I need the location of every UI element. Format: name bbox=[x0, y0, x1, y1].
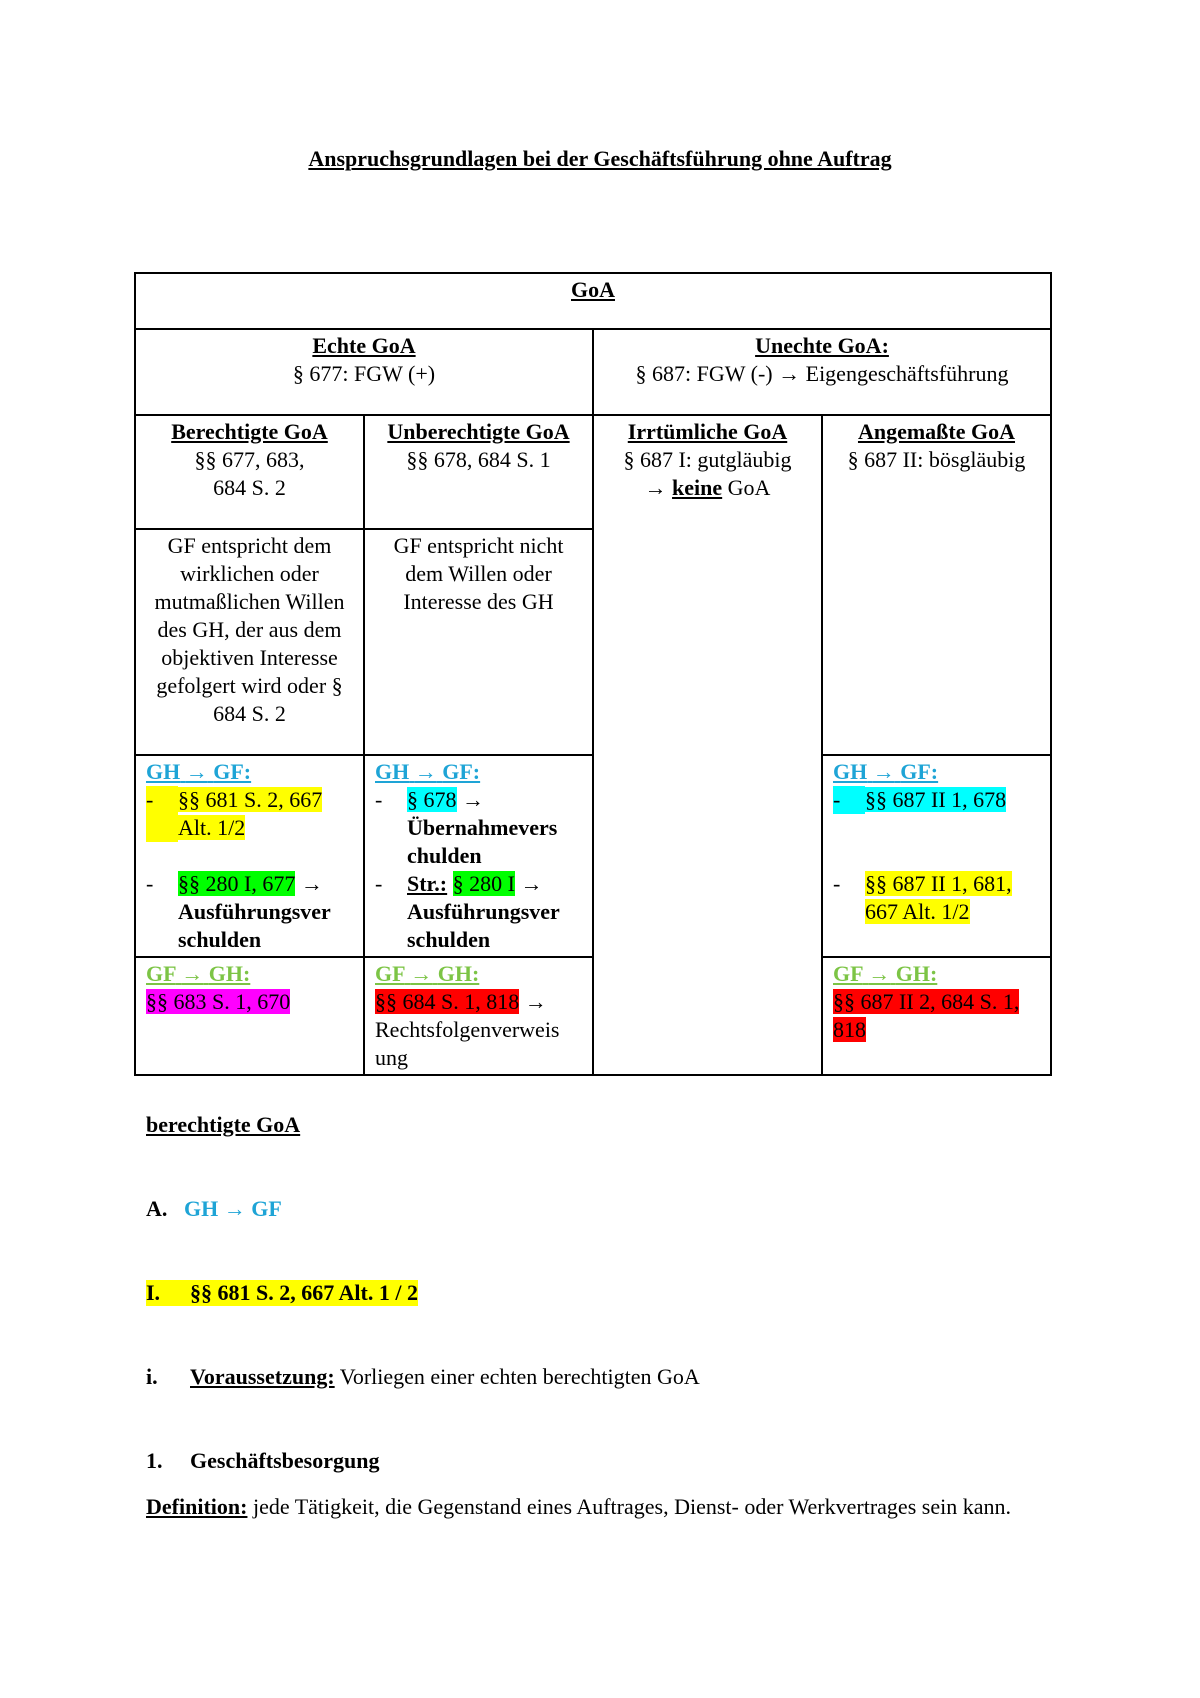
desc-unberechtigt: GF entspricht nicht dem Willen oder Interesse des GH bbox=[364, 529, 593, 755]
arrow-right-icon: → bbox=[223, 1196, 246, 1221]
arrow-right-icon: → bbox=[300, 871, 323, 896]
cell-echte-goa bbox=[135, 329, 593, 415]
gh-label: GH: bbox=[208, 961, 251, 986]
definition-label: Definition: bbox=[146, 1494, 248, 1519]
list-dash: - bbox=[146, 786, 178, 842]
uebernahmeverschulden: Übernahmevers chulden bbox=[407, 815, 558, 868]
unechte-goa-detail: § 687: FGW (-) bbox=[635, 361, 773, 386]
gf-label: GF bbox=[146, 961, 176, 986]
unberechtigte-goa-detail: §§ 678, 684 S. 1 bbox=[406, 447, 551, 472]
angemasste-goa-label: Angemaßte GoA bbox=[857, 419, 1016, 444]
cell-unechte-goa bbox=[593, 329, 1051, 415]
list-dash: - bbox=[833, 786, 865, 814]
gh-label: GH bbox=[375, 759, 410, 784]
arrow-right-icon: → bbox=[520, 871, 543, 896]
section-a-from: GH bbox=[184, 1196, 219, 1221]
voraussetzung-text: Vorliegen einer echten berechtigten GoA bbox=[339, 1364, 700, 1389]
list-dash: - bbox=[146, 871, 154, 896]
ausfuehrungsverschulden: Ausführungsver schulden bbox=[178, 899, 331, 952]
section-i-text: §§ 681 S. 2, 667 Alt. 1 / 2 bbox=[190, 1280, 418, 1305]
claim-280: §§ 280 I, 677 bbox=[178, 871, 296, 896]
goa-table bbox=[134, 272, 1052, 1076]
section-1 bbox=[146, 1448, 379, 1474]
arrow-right-icon: → bbox=[462, 787, 484, 812]
unechte-goa-label: Unechte GoA: bbox=[755, 333, 889, 358]
claim-681: §§ 681 S. 2, 667 Alt. 1/2 bbox=[178, 787, 323, 840]
arrow-right-icon: → bbox=[410, 961, 433, 986]
claim-280-str: § 280 I bbox=[452, 871, 515, 896]
berechtigte-goa-label: Berechtigte GoA bbox=[171, 419, 328, 444]
arrow-right-icon: → bbox=[868, 961, 891, 986]
cell-angemasste-goa bbox=[822, 415, 1051, 755]
gf-label: GF: bbox=[442, 759, 481, 784]
claim-684: §§ 684 S. 1, 818 bbox=[375, 989, 520, 1014]
ausfuehrungsverschulden: Ausführungsver schulden bbox=[407, 899, 560, 952]
cell-irrtuemliche-goa bbox=[593, 415, 822, 1075]
cell-unberechtigt-gh-gf bbox=[364, 755, 593, 957]
gf-label: GF: bbox=[213, 759, 252, 784]
gh-label: GH bbox=[146, 759, 181, 784]
section-a bbox=[146, 1196, 282, 1222]
cell-angemasst-gh-gf bbox=[822, 755, 1051, 957]
str-label: Str.: bbox=[407, 871, 448, 896]
keine-label: keine bbox=[672, 475, 723, 500]
section-i-number: I. bbox=[146, 1280, 161, 1305]
arrow-right-icon: → bbox=[181, 961, 204, 986]
document-title: Anspruchsgrundlagen bei der Geschäftsführung ohne Auftrag bbox=[308, 146, 892, 171]
rechtsfolgenverweisung: Rechtsfolgenverweis ung bbox=[375, 1017, 560, 1070]
section-1-number: 1. bbox=[146, 1448, 163, 1473]
cell-unberechtigt-gf-gh bbox=[364, 957, 593, 1075]
arrow-right-icon: → bbox=[778, 361, 801, 386]
claim-687-678: §§ 687 II 1, 678 bbox=[865, 787, 1007, 812]
list-dash: - bbox=[375, 787, 383, 812]
berechtigte-goa-detail-b: 684 S. 2 bbox=[213, 475, 286, 500]
gh-label: GH: bbox=[437, 961, 480, 986]
cell-berechtigte-goa bbox=[135, 415, 364, 529]
unberechtigte-goa-label: Unberechtigte GoA bbox=[387, 419, 570, 444]
section-ii bbox=[146, 1364, 700, 1390]
claim-687-681: §§ 687 II 1, 681, 667 Alt. 1/2 bbox=[865, 871, 1012, 924]
gf-label: GF: bbox=[900, 759, 939, 784]
gh-label: GH: bbox=[895, 961, 938, 986]
unechte-goa-detail-b: Eigengeschäftsführung bbox=[805, 361, 1009, 386]
cell-berechtigt-gf-gh bbox=[135, 957, 364, 1075]
echte-goa-detail: § 677: FGW (+) bbox=[292, 361, 436, 386]
goa-label: GoA bbox=[727, 475, 771, 500]
arrow-right-icon: → bbox=[185, 759, 208, 784]
claim-678: § 678 bbox=[407, 787, 457, 812]
section-a-to: GF bbox=[251, 1196, 282, 1221]
section-a-number: A. bbox=[146, 1196, 168, 1221]
arrow-right-icon: → bbox=[524, 989, 547, 1014]
table-header-goa: GoA bbox=[135, 273, 1051, 329]
section-ii-number: i. bbox=[146, 1364, 158, 1389]
arrow-right-icon: → bbox=[644, 475, 667, 500]
irrtuemliche-goa-detail: § 687 I: gutgläubig bbox=[623, 447, 792, 472]
arrow-right-icon: → bbox=[872, 759, 895, 784]
list-dash: - bbox=[833, 871, 841, 896]
voraussetzung-label: Voraussetzung: bbox=[190, 1364, 335, 1389]
definition-paragraph bbox=[146, 1486, 1066, 1528]
berechtigte-goa-detail-a: §§ 677, 683, bbox=[194, 447, 305, 472]
gf-label: GF bbox=[833, 961, 863, 986]
gf-label: GF bbox=[375, 961, 405, 986]
echte-goa-label: Echte GoA bbox=[312, 333, 416, 358]
claim-683: §§ 683 S. 1, 670 bbox=[146, 989, 291, 1014]
definition-text: jede Tätigkeit, die Gegenstand eines Auftrages, Dienst- oder Werkvertrages sein kann. bbox=[252, 1494, 1011, 1519]
list-dash: - bbox=[375, 871, 383, 896]
section-i bbox=[146, 1280, 418, 1306]
section-heading: berechtigte GoA bbox=[146, 1112, 301, 1137]
gh-label: GH bbox=[833, 759, 868, 784]
irrtuemliche-goa-label: Irrtümliche GoA bbox=[627, 419, 788, 444]
cell-unberechtigte-goa bbox=[364, 415, 593, 529]
arrow-right-icon: → bbox=[414, 759, 437, 784]
claim-687-684: §§ 687 II 2, 684 S. 1, 818 bbox=[833, 989, 1020, 1042]
cell-angemasst-gf-gh bbox=[822, 957, 1051, 1075]
cell-berechtigt-gh-gf bbox=[135, 755, 364, 957]
angemasste-goa-detail: § 687 II: bösgläubig bbox=[847, 447, 1026, 472]
desc-berechtigt: GF entspricht dem wirklichen oder mutmaßlichen Willen des GH, der aus dem objektiven Interesse gefolgert wird oder § 684 S. 2 bbox=[135, 529, 364, 755]
section-1-text: Geschäftsbesorgung bbox=[190, 1448, 380, 1473]
